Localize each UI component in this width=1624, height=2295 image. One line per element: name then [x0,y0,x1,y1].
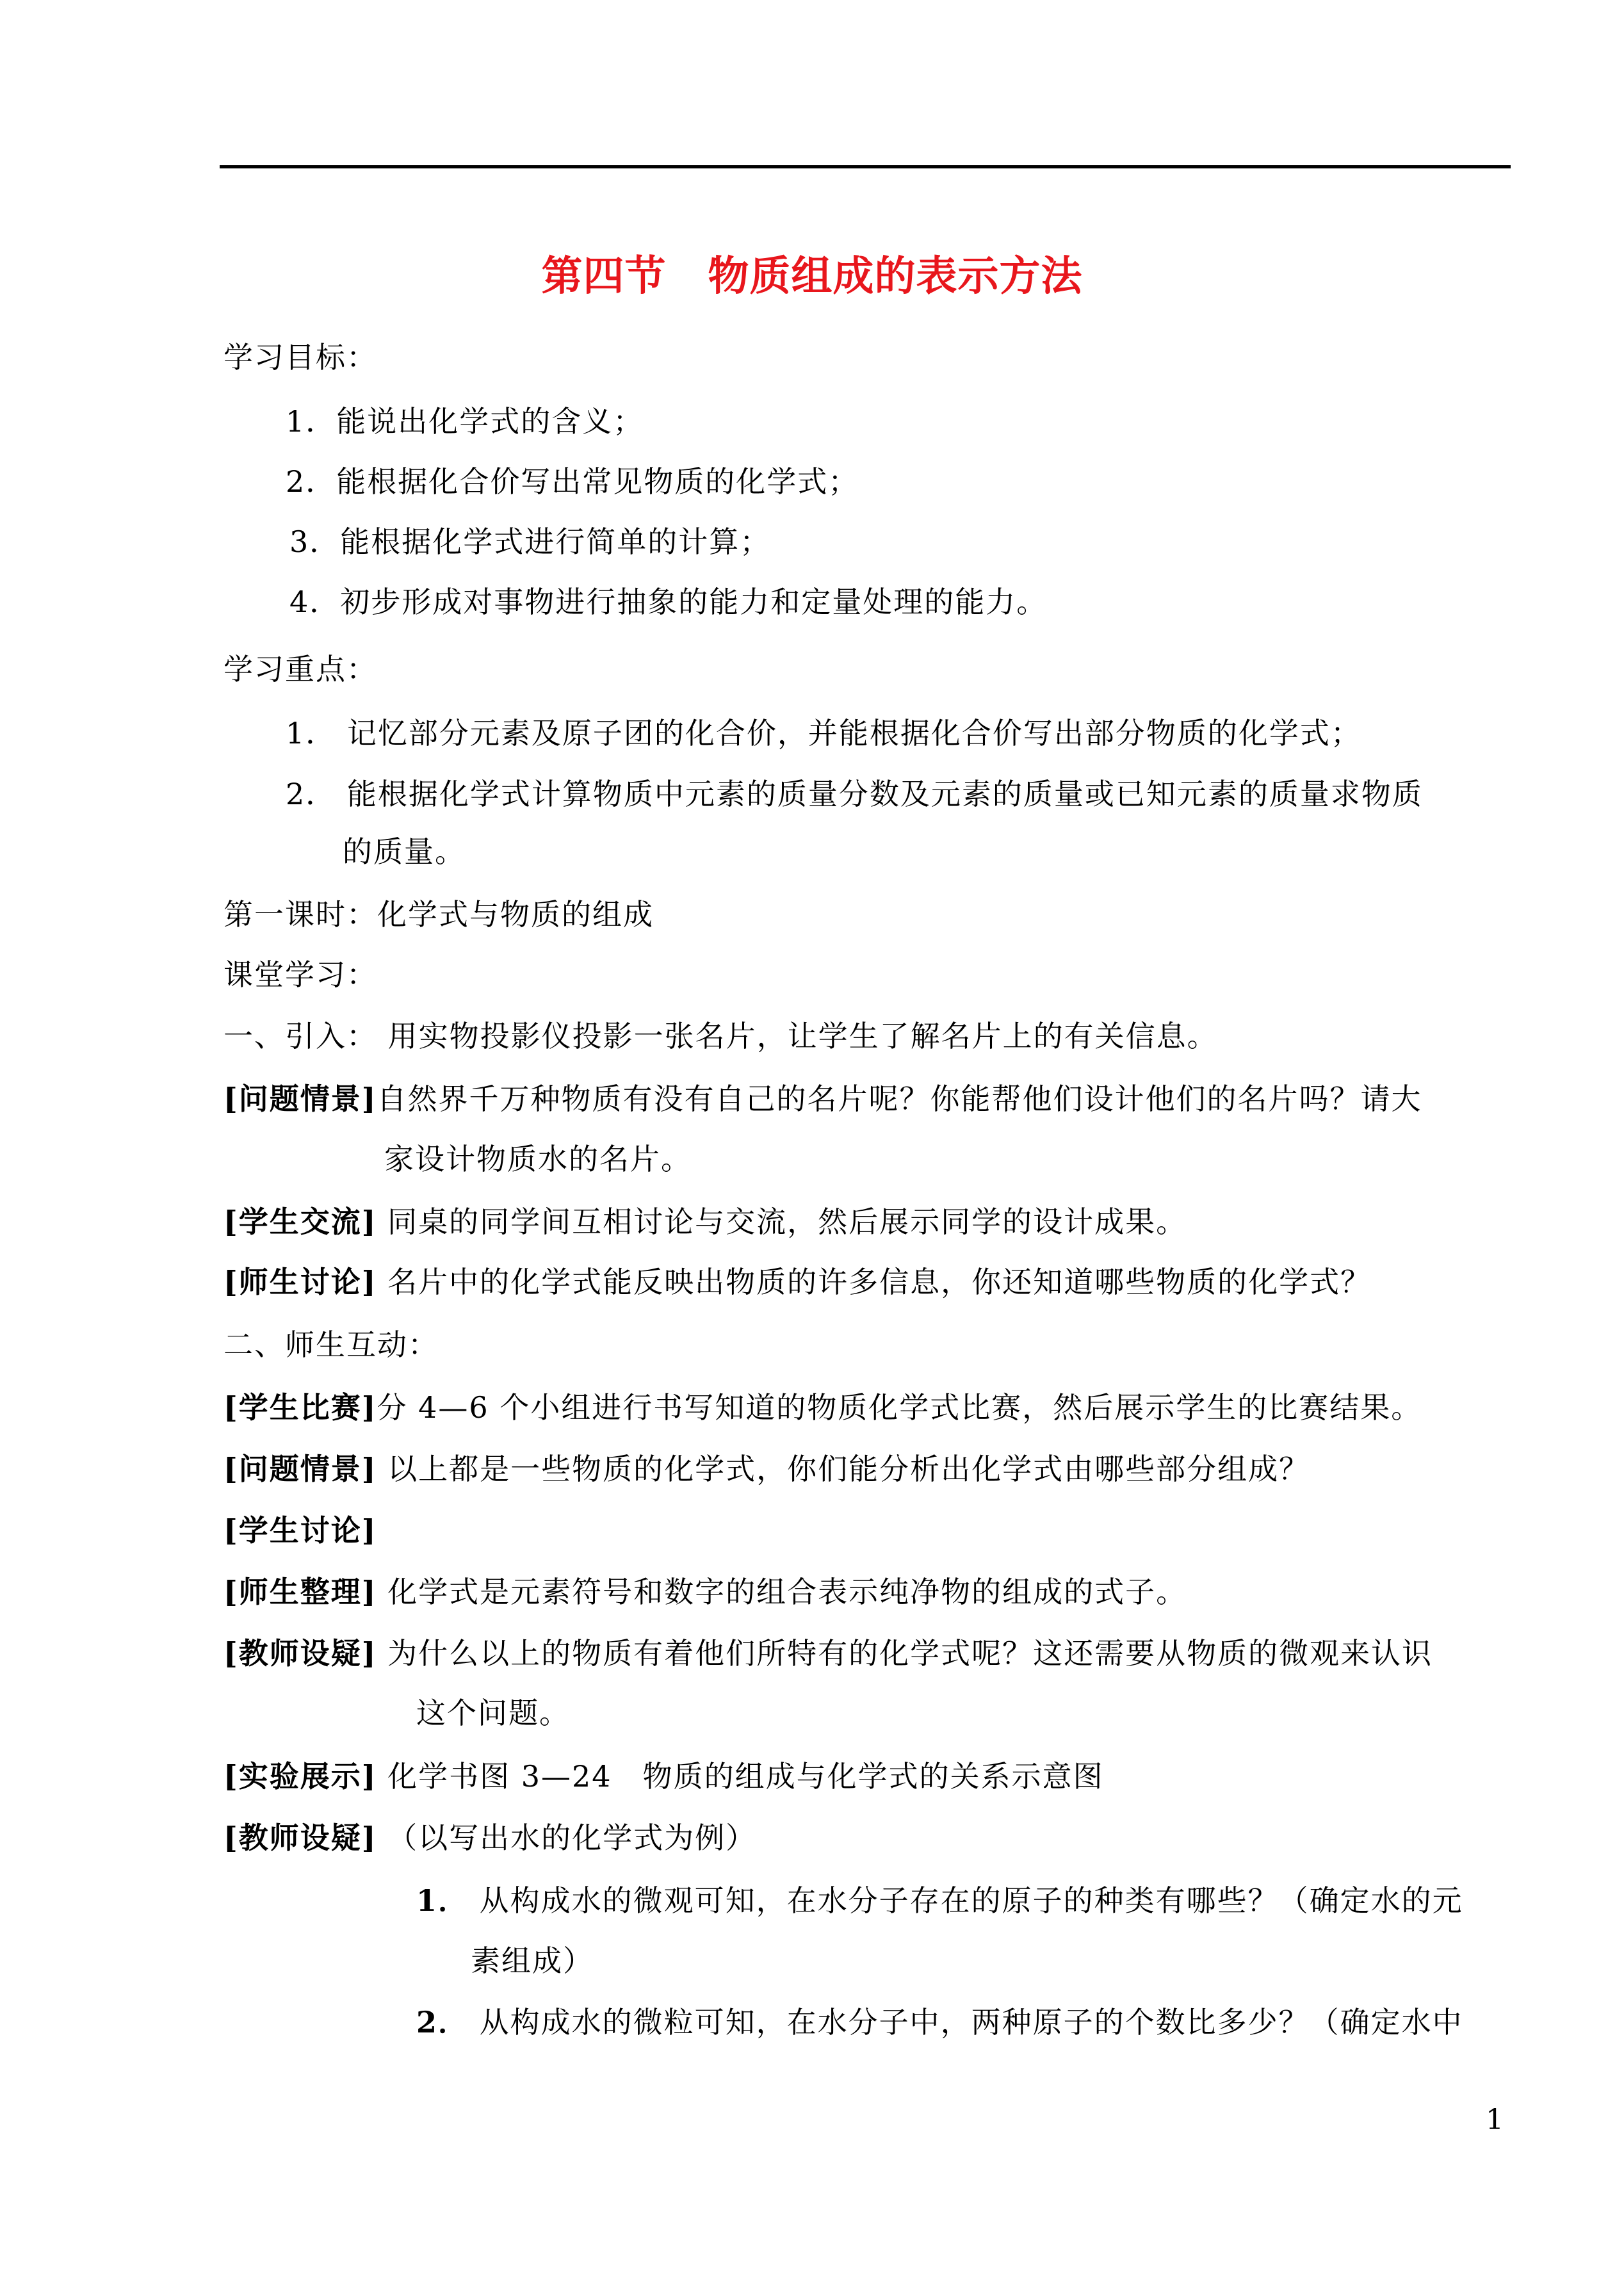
header-rule [220,165,1511,168]
page-number: 1 [1486,2104,1504,2136]
lesson-title: 第一课时：化学式与物质的组成 [223,897,654,932]
objective-num: 4． [289,585,341,619]
keypoint-item [286,775,1423,813]
interaction-heading: 二、师生互动： [223,1327,439,1362]
activity-row [223,1573,1187,1611]
question-item [416,2003,1463,2041]
objective-item [289,583,1047,621]
objective-item [289,523,770,561]
activity-tag: [教师设疑] [223,1636,377,1671]
activity-row [223,1819,756,1857]
activity-tag: [教师设疑] [223,1821,377,1855]
activity-row [223,1634,1433,1673]
objective-text: 能说出化学式的含义； [336,404,644,439]
page-title: 第四节 物质组成的表示方法 [541,252,1083,300]
keypoint-num: 2． [286,777,337,811]
keypoint-continuation: 的质量。 [343,834,466,869]
activity-row [223,1757,1104,1796]
keypoint-text: 能根据化学式计算物质中元素的质量分数及元素的质量或已知元素的质量求物质 [346,777,1423,811]
keypoint-num: 1． [286,716,337,750]
objective-item [286,402,644,441]
objective-text: 能根据化学式进行简单的计算； [340,524,771,559]
intro-line [223,1017,1218,1055]
activity-tag: [问题情景] [223,1452,377,1486]
activity-row [223,1080,1422,1118]
activity-text: （以写出水的化学式为例） [387,1821,757,1855]
objective-num: 2． [286,464,337,499]
question-item [416,1881,1463,1920]
intro-text: 用实物投影仪投影一张名片，让学生了解名片上的有关信息。 [387,1019,1218,1053]
objective-text: 能根据化合价写出常见物质的化学式； [336,464,859,499]
objective-num: 3． [289,524,341,559]
intro-label: 一、引入： [223,1019,377,1053]
activity-tag: [实验展示] [223,1759,377,1794]
activity-row [223,1203,1187,1241]
question-text: 从构成水的微粒可知，在水分子中，两种原子的个数比多少？（确定水中 [479,2005,1463,2040]
activity-text: 分 4—6 个小组进行书写知道的物质化学式比赛，然后展示学生的比赛结果。 [377,1390,1422,1425]
activity-continuation: 家设计物质水的名片。 [384,1142,692,1176]
activity-text: 自然界千万种物质有没有自己的名片呢？你能帮他们设计他们的名片吗？请大 [377,1082,1422,1116]
keypoints-heading: 学习重点： [223,652,377,686]
activity-tag: [学生交流] [223,1204,377,1239]
objectives-heading: 学习目标： [223,340,377,375]
activity-text: 化学式是元素符号和数字的组合表示纯净物的组成的式子。 [387,1575,1187,1609]
question-continuation: 素组成） [471,1943,594,1978]
activity-row [223,1511,377,1550]
activity-row [223,1263,1371,1301]
activity-tag: [问题情景] [223,1082,377,1116]
activity-text: 为什么以上的物质有着他们所特有的化学式呢？这还需要从物质的微观来认识 [387,1636,1433,1671]
objective-item [286,462,859,501]
keypoint-text: 记忆部分元素及原子团的化合价，并能根据化合价写出部分物质的化学式； [346,716,1361,750]
keypoint-item [286,714,1361,752]
activity-tag: [师生讨论] [223,1265,377,1299]
activity-text: 同桌的同学间互相讨论与交流，然后展示同学的设计成果。 [387,1204,1187,1239]
activity-text: 名片中的化学式能反映出物质的许多信息，你还知道哪些物质的化学式？ [387,1265,1372,1299]
question-num: 2． [416,2005,469,2040]
activity-row [223,1388,1422,1427]
question-text: 从构成水的微观可知，在水分子存在的原子的种类有哪些？（确定水的元 [479,1883,1463,1918]
activity-tag: [师生整理] [223,1575,377,1609]
activity-tag: [学生比赛] [223,1390,377,1425]
activity-continuation: 这个问题。 [416,1696,570,1730]
classroom-heading: 课堂学习： [223,957,377,992]
objective-text: 初步形成对事物进行抽象的能力和定量处理的能力。 [340,585,1048,619]
activity-tag: [学生讨论] [223,1513,377,1548]
objective-num: 1． [286,404,337,439]
activity-text: 化学书图 3—24 物质的组成与化学式的关系示意图 [387,1759,1104,1794]
activity-text: 以上都是一些物质的化学式，你们能分析出化学式由哪些部分组成？ [387,1452,1310,1486]
question-num: 1． [416,1883,469,1918]
activity-row [223,1450,1310,1488]
